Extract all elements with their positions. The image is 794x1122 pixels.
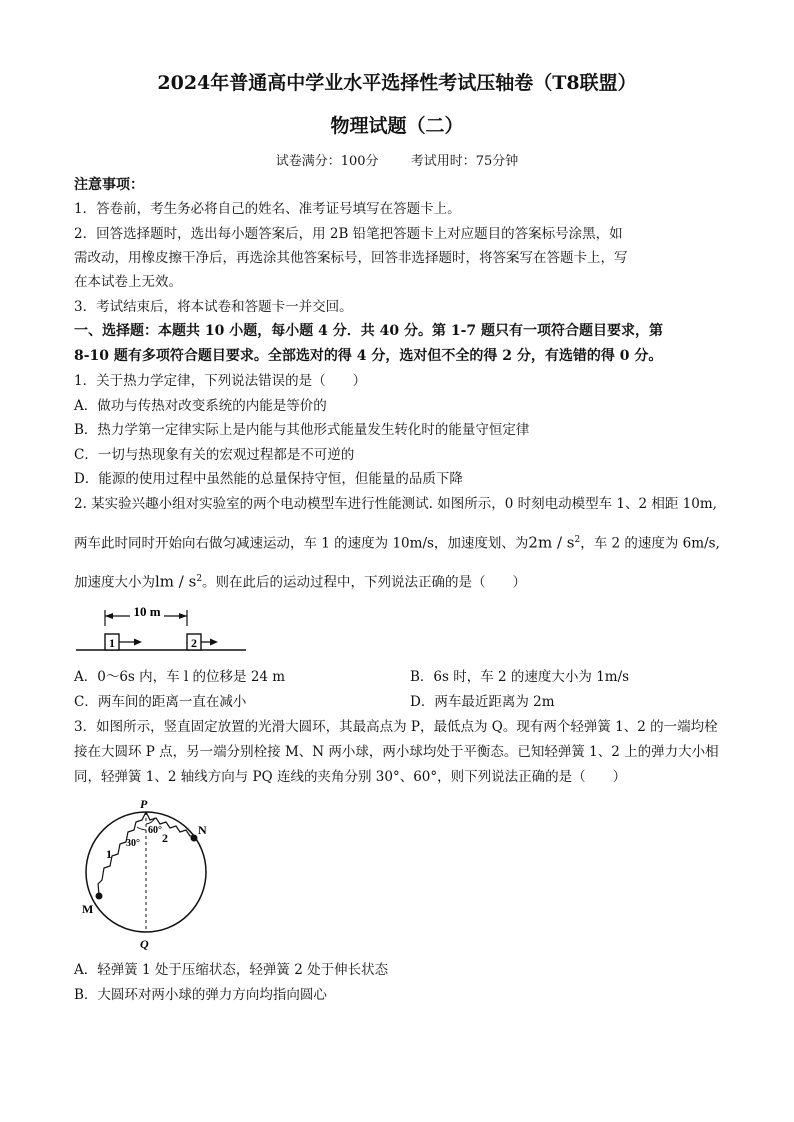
car-1-arrow-icon — [134, 639, 142, 646]
label-spring-1: 1 — [106, 847, 112, 861]
label-p: P — [140, 797, 148, 811]
q2-option-d: D．两车最近距离为 2m — [410, 694, 555, 710]
q2-accel-2: lm / s — [155, 572, 197, 591]
q2-option-c: C．两车间的距离一直在减小 — [74, 694, 247, 710]
label-angle-30: 30° — [126, 838, 140, 849]
notice-item-2-line-1: 2．回答选择题时，选出每小题答案后，用 2B 铅笔把答题卡上对应题目的答案标号涂黑，如 — [74, 226, 623, 242]
angle-30-arc — [137, 827, 146, 830]
q2-accel-2-exponent: 2 — [196, 574, 203, 584]
q2-stem-line-1: 2. 某实验兴趣小组对实验室的两个电动模型车进行性能测试. 如图所示，0 时刻电动模型车 1、2 相距 10m, — [74, 496, 717, 512]
q2-option-a: A．0～6s 内，车 l 的位移是 24 m — [74, 669, 286, 685]
q3-option-a: A．轻弹簧 1 处于压缩状态，轻弹簧 2 处于伸长状态 — [74, 962, 389, 978]
car-2-label: 2 — [191, 636, 197, 650]
q1-option-a: A．做功与传热对改变系统的内能是等价的 — [74, 398, 327, 414]
q2-stem-line-3 — [74, 569, 526, 593]
dim-arrow-left — [105, 613, 113, 619]
q2-accel-1: 2m / s — [528, 533, 575, 552]
q1-option-d: D．能源的使用过程中虽然能的总量保持守恒，但能量的品质下降 — [74, 471, 463, 487]
car-1-label: 1 — [109, 636, 115, 650]
q3-option-b: B．大圆环对两小球的弹力方向均指向圆心 — [74, 987, 327, 1003]
label-m: M — [82, 902, 94, 916]
car-2-arrow-icon — [210, 639, 218, 646]
q3-stem-line-3: 同，轻弹簧 1、2 轴线方向与 PQ 连线的夹角分别 30°、60°，则下列说法正确的是（ ） — [74, 769, 627, 785]
notice-item-2-line-3: 在本试卷上无效。 — [74, 274, 182, 290]
q3-ring-figure — [74, 796, 224, 951]
ball-n — [191, 835, 198, 842]
q1-stem: 1．关于热力学定律，下列说法错误的是（ ） — [74, 373, 367, 389]
exam-title: 2024年普通高中学业水平选择性考试压轴卷（T8联盟） — [157, 72, 637, 94]
label-n: N — [198, 823, 207, 837]
notice-item-1: 1．答卷前，考生务必将自己的姓名、准考证号填写在答题卡上。 — [74, 201, 461, 217]
notice-item-3: 3．考试结束后，将本试卷和答题卡一并交回。 — [74, 299, 353, 315]
q2-line-3-text-a: 加速度大小为 — [74, 574, 155, 591]
label-q: Q — [140, 937, 149, 951]
notice-item-2-line-2: 需改动，用橡皮擦干净后，再选涂其他答案标号，回答非选择题时，将答案写在答题卡上，写 — [74, 250, 628, 266]
q2-cars-figure — [74, 602, 274, 660]
exam-time: 考试用时：75分钟 — [410, 154, 519, 169]
q2-line-2-text-a: 两车此时同时开始向右做匀减速运动，车 1 的速度为 10m/s，加速度划、为 — [74, 535, 529, 552]
full-score: 试卷满分：100分 — [275, 154, 379, 169]
exam-subtitle: 物理试题（二） — [330, 115, 464, 137]
section-1-line-2: 8-10 题有多项符合题目要求。全部选对的得 4 分，选对但不全的得 2 分，有选错的得 0 分。 — [74, 348, 663, 364]
label-spring-2: 2 — [162, 831, 168, 845]
q2-accel-1-exponent: 2 — [574, 535, 581, 545]
label-angle-60: 60° — [148, 825, 162, 836]
notice-heading: 注意事项： — [74, 177, 144, 193]
q1-option-c: C．一切与热现象有关的宏观过程都是不可逆的 — [74, 447, 355, 463]
exam-meta — [0, 150, 794, 169]
q3-stem-line-2: 接在大圆环 P 点，另一端分别栓接 M、N 两小球，两小球均处于平衡态。已知轻弹簧 1、2 上的弹力大小相 — [74, 744, 719, 760]
q2-line-3-text-c: 。则在此后的运动过程中，下列说法正确的是（ ） — [202, 574, 527, 591]
q3-stem-line-1: 3．如图所示，竖直固定放置的光滑大圆环，其最高点为 P，最低点为 Q。现有两个轻弹簧 1、2 的一端均栓 — [74, 719, 718, 735]
q1-option-b: B．热力学第一定律实际上是内能与其他形式能量发生转化时的能量守恒定律 — [74, 422, 530, 438]
dim-arrow-right — [179, 613, 187, 619]
q2-line-2-text-c: ，车 2 的速度为 6m/s, — [580, 535, 720, 552]
ball-m — [96, 893, 103, 900]
dim-label: 10 m — [133, 604, 161, 619]
q2-option-b: B．6s 时，车 2 的速度大小为 1m/s — [410, 669, 630, 685]
q2-stem-line-2 — [74, 530, 720, 554]
section-1-line-1: 一、选择题：本题共 10 小题，每小题 4 分．共 40 分。第 1-7 题只有一项符合题目要求，第 — [74, 323, 663, 339]
